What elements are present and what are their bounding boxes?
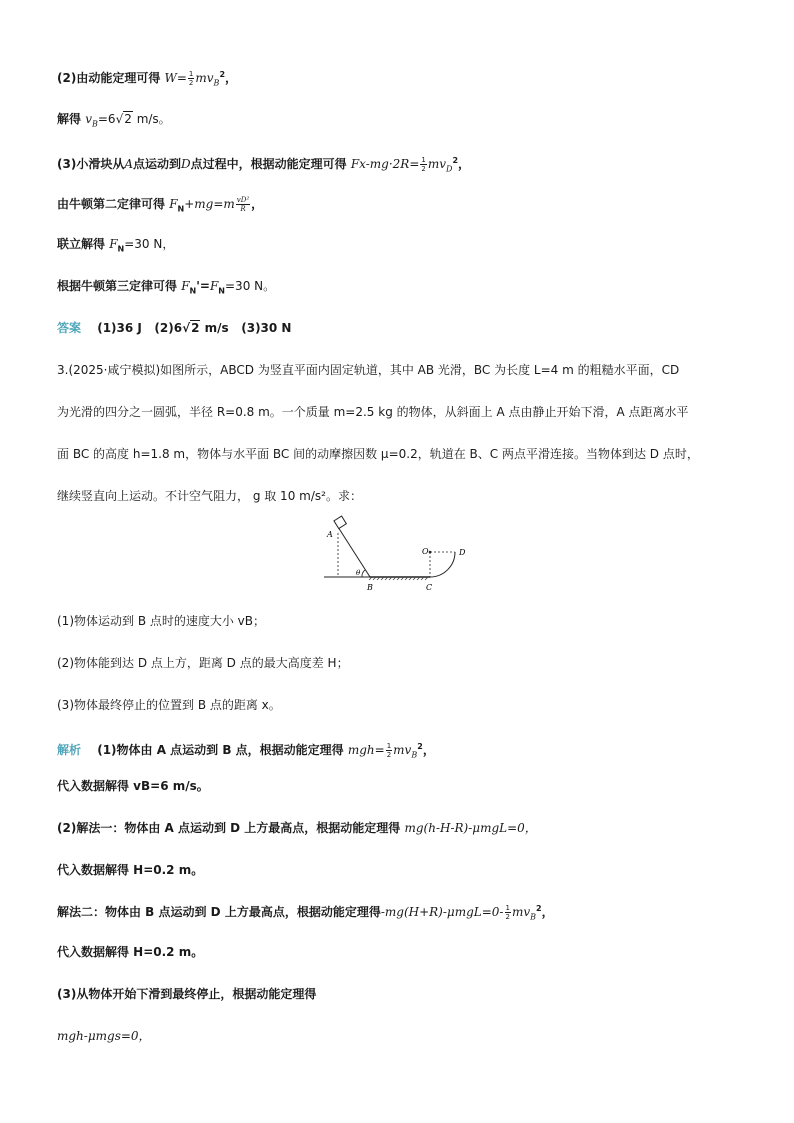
solution-3: (2)解法一：物体由 A 点运动到 D 上方最高点，根据动能定理得 mg(h-H-R)-μmgL=0， [57,821,537,835]
fraction: $\frac{1}{2}$ [421,156,426,173]
sub-question-1: (1)物体运动到 B 点时的速度大小 vB； [57,614,266,628]
arc-cd [430,552,455,577]
solution-6: 代入数据解得 H=0.2 m。 [57,945,204,959]
question-3-line-2: 为光滑的四分之一圆弧，半径 R=0.8 m。一个质量 m=2.5 kg 的物体，从斜面上 A 点由静止开始下滑，A 点距离水平 [57,405,689,419]
answer-tag: 答案 [57,321,82,335]
question-3-line-4: 继续竖直向上运动。不计空气阻力， g 取 10 m/s²。求： [57,489,362,503]
fraction: $\frac{\text{vD²}}{R}$ [236,196,250,213]
solution-1: 解析 (1)物体由 A 点运动到 B 点，根据动能定理得 mgh= $\frac{1}{2}$ $mv_B^2$， [57,742,435,760]
fraction: $\frac{1}{2}$ [505,904,510,921]
question-3-line-1: 3.(2025·咸宁模拟)如图所示，ABCD 为竖直平面内固定轨道，其中 AB 光滑，BC 为长度 L=4 m 的粗糙水平面，CD [57,363,680,377]
fraction: $\frac{1}{2}$ [188,70,194,87]
label-a: A [327,530,333,539]
label-b: B [367,583,373,592]
solution-7: (3)从物体开始下滑到最终停止，根据动能定理得 [57,987,317,1001]
label-c: C [426,583,433,592]
label: (2)由动能定理可得 [57,71,161,85]
fraction: $\frac{1}{2}$ [386,742,392,759]
line-2-result: (2)由动能定理可得 W= $\frac{1}{2}$ $mv_B^2$， [57,70,238,88]
label-o: O [422,547,429,556]
angle-arc [362,570,365,577]
answer-line: 答案 (1)36 J (2)6√2 m/s (3)30 N [57,321,292,335]
solution-5: 解法二：物体由 B 点运动到 D 上方最高点，根据动能定理得-mg(H+R)-μmgL=0- $\frac{1}{2}$ $mv_B^2$， [57,904,554,922]
solution-8: mgh-μmgs=0， [57,1029,151,1043]
block [334,516,346,528]
label-d: D [459,548,466,557]
sub-question-2: (2)物体能到达 D 点上方，距离 D 点的最大高度差 H； [57,656,349,670]
label-theta: θ [356,569,361,577]
solution-2: 代入数据解得 vB=6 m/s。 [57,779,209,793]
line-solve-vb: 解得 $v_B=6√2$ m/s。 [57,112,171,129]
sub-question-3: (3)物体最终停止的位置到 B 点的距离 x。 [57,698,281,712]
line-newton-2: 由牛顿第二定律可得 $F_N+mg=m$ $\frac{\text{vD²}}{R}$ ， [57,196,264,214]
center-point [429,551,432,554]
question-3-line-3: 面 BC 的高度 h=1.8 m，物体与水平面 BC 间的动摩擦因数 μ=0.2，轨道在 B、C 两点平滑连接。当物体到达 D 点时， [57,447,699,461]
line-3-energy: (3)小滑块从A点运动到D点过程中，根据动能定理可得 Fx-mg·2R= $\frac{1}{2}$ $mv_D^2$， [57,156,471,174]
track-diagram [322,515,472,597]
solution-4: 代入数据解得 H=0.2 m。 [57,863,204,877]
solution-tag: 解析 [57,743,82,757]
incline-ab [338,527,370,577]
line-combine: 联立解得 $F_N=30$ N， [57,237,175,254]
line-newton-3: 根据牛顿第三定律可得 $F_N'=F_N=30$ N。 [57,279,276,296]
